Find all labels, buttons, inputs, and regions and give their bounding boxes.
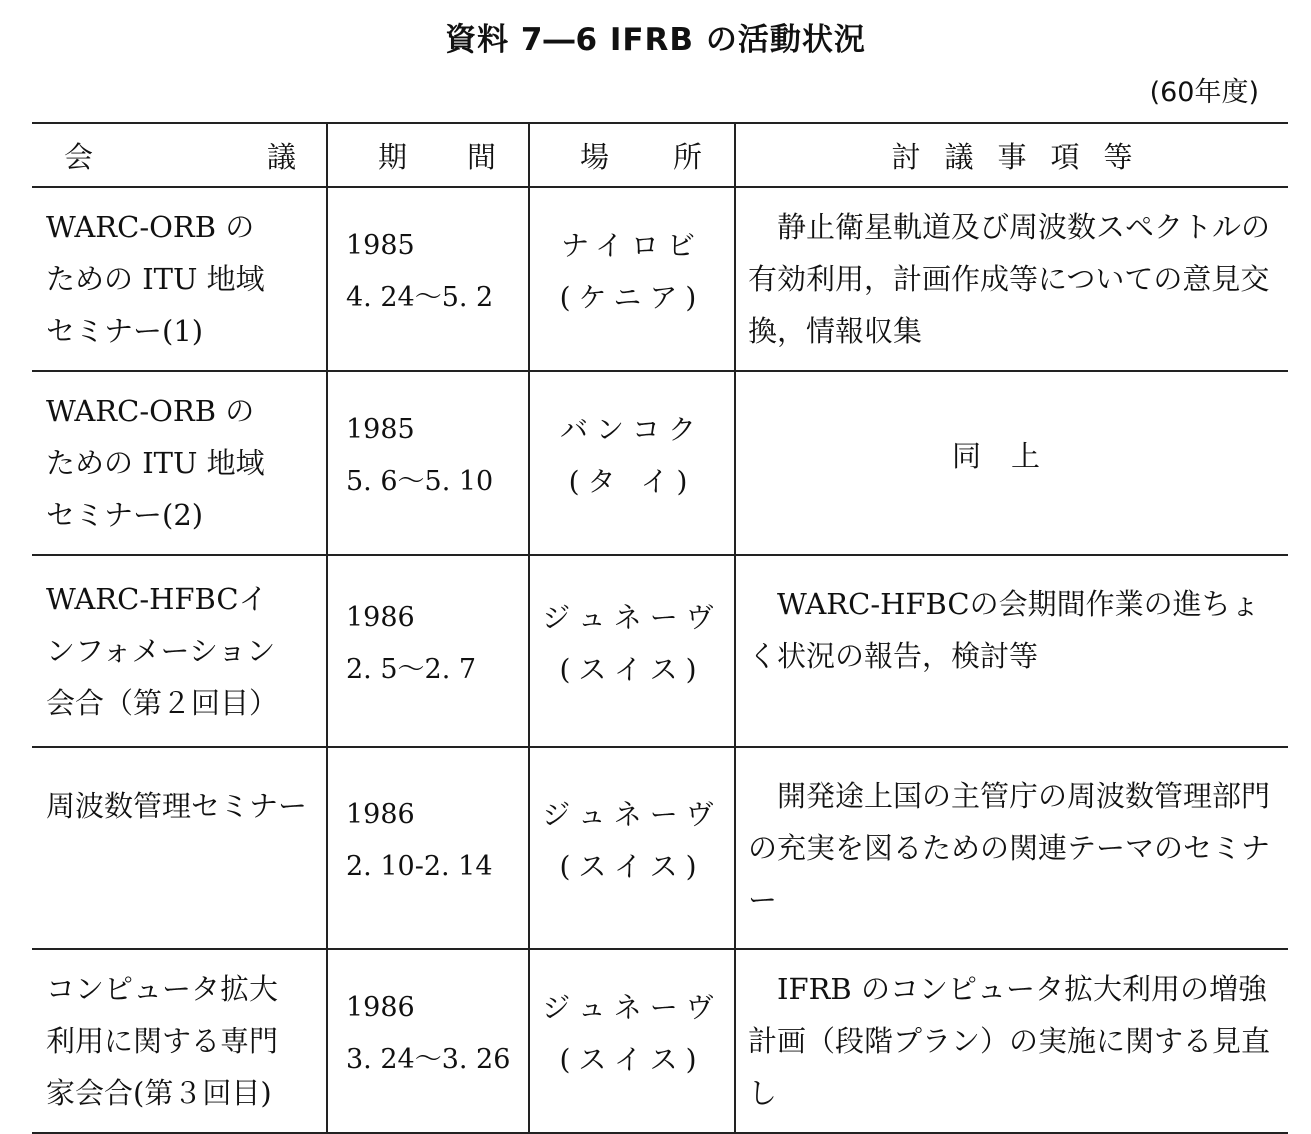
place-cell: ジュネーヴ (スイス) xyxy=(529,555,735,747)
place-cell: ジュネーヴ (スイス) xyxy=(529,747,735,949)
topics-cell: WARC-HFBCの会期間作業の進ちょく状況の報告，検討等 xyxy=(735,555,1288,747)
period-cell: 1986 2. 5〜2. 7 xyxy=(327,555,529,747)
place-cell: バンコク (タ イ) xyxy=(529,371,735,555)
table-row xyxy=(32,371,1288,555)
table-row xyxy=(32,949,1288,1133)
conference-cell: WARC-ORB の ための ITU 地域 セミナー(1) xyxy=(32,187,327,371)
header-place: 場 所 xyxy=(529,123,735,187)
fiscal-year-note: (60年度) xyxy=(1149,77,1259,108)
conference-cell: WARC-HFBCイ ンフォメーション 会合（第２回目） xyxy=(32,555,327,747)
document-title: 資料 7―6 IFRB の活動状況 xyxy=(445,22,866,58)
header-row xyxy=(32,123,1288,187)
period-cell: 1986 3. 24〜3. 26 xyxy=(327,949,529,1133)
period-cell: 1985 4. 24〜5. 2 xyxy=(327,187,529,371)
header-period: 期 間 xyxy=(327,123,529,187)
period-cell: 1986 2. 10-2. 14 xyxy=(327,747,529,949)
table-row xyxy=(32,187,1288,371)
topics-cell: 同上 xyxy=(735,371,1288,555)
topics-cell: IFRB のコンピュータ拡大利用の増強計画（段階プラン）の実施に関する見直し xyxy=(735,949,1288,1133)
table-row xyxy=(32,555,1288,747)
topics-cell: 静止衛星軌道及び周波数スペクトルの有効利用，計画作成等についての意見交換，情報収集 xyxy=(735,187,1288,371)
table-row xyxy=(32,747,1288,949)
conference-cell: 周波数管理セミナー xyxy=(32,747,327,949)
conference-cell: コンピュータ拡大 利用に関する専門 家会合(第３回目) xyxy=(32,949,327,1133)
place-cell: ナイロビ (ケニア) xyxy=(529,187,735,371)
period-cell: 1985 5. 6〜5. 10 xyxy=(327,371,529,555)
ifrb-activities-table xyxy=(32,122,1288,1134)
header-topics: 討議事項等 xyxy=(735,123,1288,187)
topics-cell: 開発途上国の主管庁の周波数管理部門の充実を図るための関連テーマのセミナー xyxy=(735,747,1288,949)
header-conference: 会 議 xyxy=(32,123,327,187)
conference-cell: WARC-ORB の ための ITU 地域 セミナー(2) xyxy=(32,371,327,555)
place-cell: ジュネーヴ (スイス) xyxy=(529,949,735,1133)
